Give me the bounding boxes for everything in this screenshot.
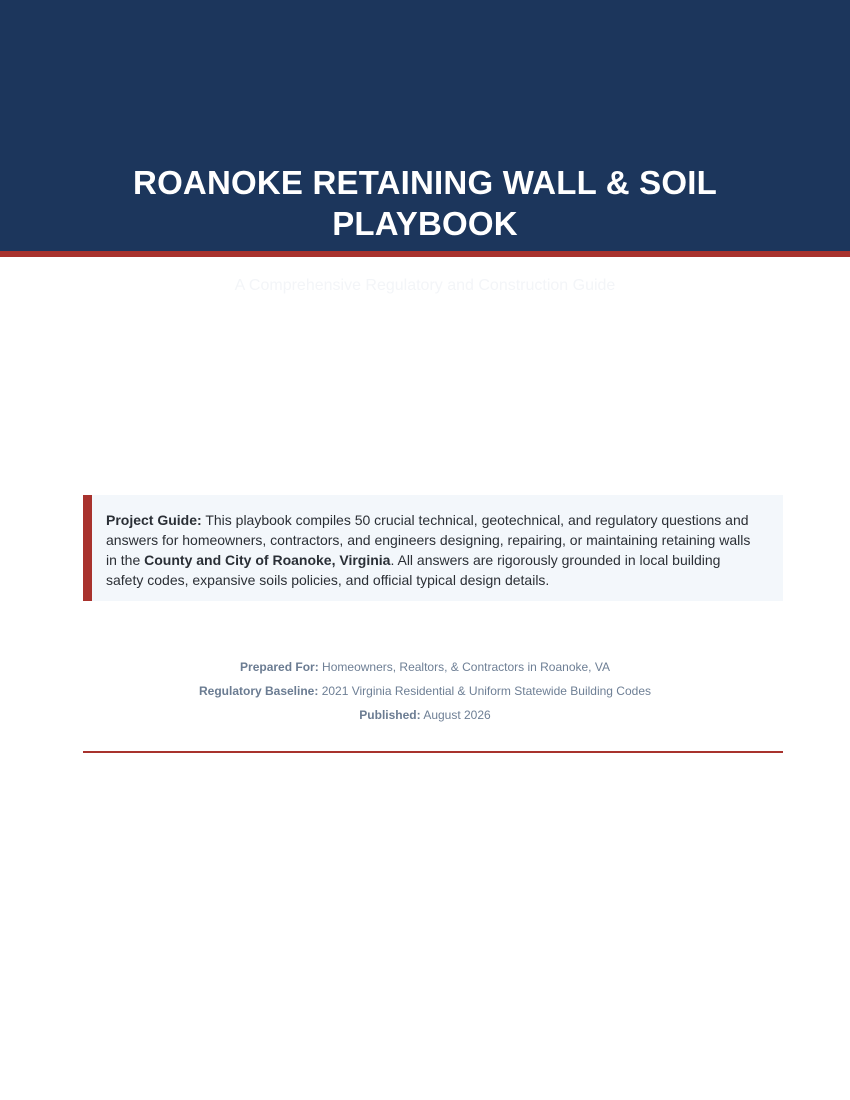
document-metadata [0,655,850,727]
callout-label: Project Guide: [106,512,202,528]
section-divider [83,751,783,753]
regulatory-baseline-value: 2021 Virginia Residential & Uniform Statewide Building Codes [318,684,651,698]
callout-location: County and City of Roanoke, Virginia [144,552,391,568]
prepared-for-line [0,655,850,679]
prepared-for-value: Homeowners, Realtors, & Contractors in Roanoke, VA [318,660,610,674]
published-value: August 2026 [420,708,491,722]
regulatory-baseline-line [0,679,850,703]
project-guide-callout [83,495,783,601]
prepared-for-label: Prepared For: [240,660,319,674]
document-title: ROANOKE RETAINING WALL & SOIL PLAYBOOK [133,164,717,242]
document-subtitle: A Comprehensive Regulatory and Construction Guide [234,277,616,294]
callout-text-intro: This playbook compiles 50 crucial technical, geotechnical, and regulatory questions and answers for homeowners, contractors, and engineers designing, repairing, or maintaining retaining walls in the [106,512,751,568]
callout-text-outro: . All answers are rigorously grounded in local building safety codes, expansive soils policies, and official typical design details. [106,552,721,588]
published-line [0,703,850,727]
published-label: Published: [359,708,421,722]
header-accent-rule [0,251,850,257]
regulatory-baseline-label: Regulatory Baseline: [198,684,319,698]
